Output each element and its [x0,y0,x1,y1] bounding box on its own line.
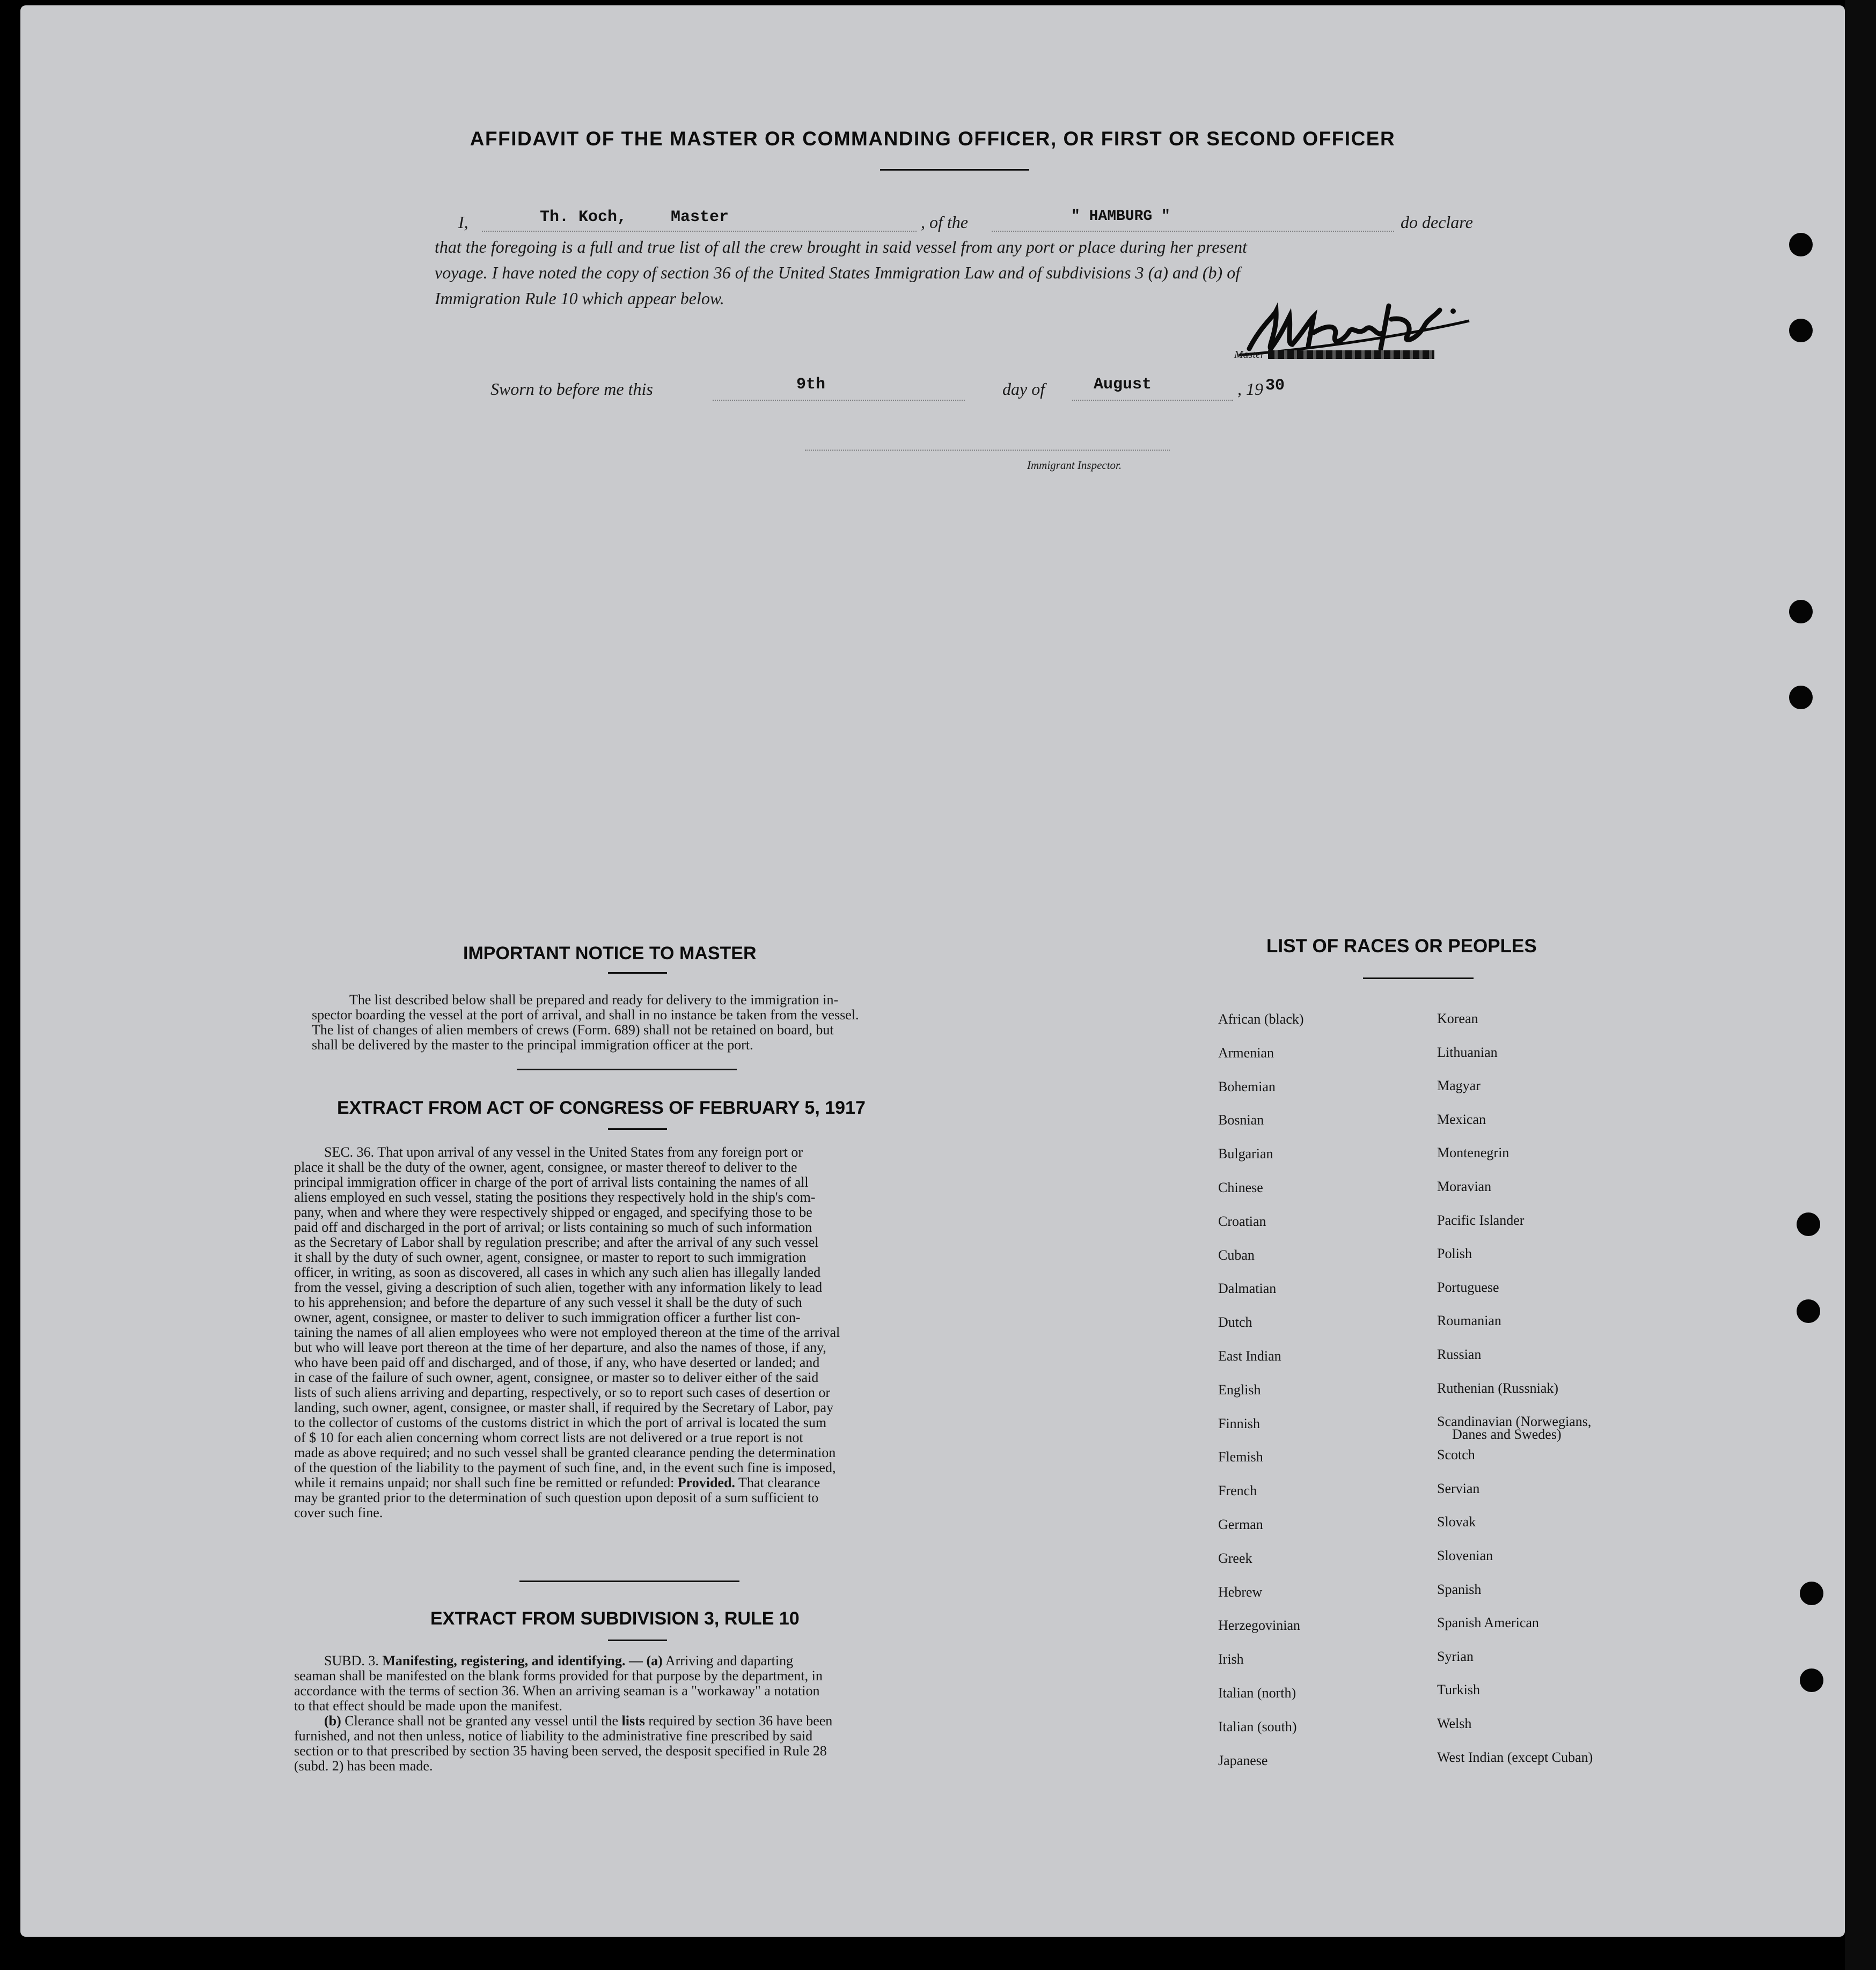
b-lists: lists [621,1713,645,1729]
do-declare-label: do declare [1401,212,1473,232]
vessel-name: " HAMBURG " [1071,208,1170,225]
act-line [294,1475,986,1490]
races-heading: LIST OF RACES OR PEOPLES [1266,936,1537,957]
divider [517,1069,737,1070]
notice-heading: IMPORTANT NOTICE TO MASTER [463,943,757,964]
act-line: lists of such aliens arriving and departing, respectively, or so to report such cases of desertion or [294,1385,831,1400]
act-line: place it shall be the duty of the owner, agent, consignee, or master thereof to deliver to the [294,1159,797,1175]
month-blank [1072,400,1233,401]
race-item: Italian (south) [1218,1718,1297,1734]
race-item: French [1218,1483,1257,1499]
notice-body [312,993,983,1053]
act-line: who have been paid off and discharged, and of those, if any, who have deserted or landed; and [294,1355,820,1370]
race-item: Spanish American [1437,1615,1539,1631]
act-body [294,1145,986,1520]
race-item: Bohemian [1218,1078,1276,1094]
b-text-1: Clerance shall not be granted any vessel until the [345,1713,619,1729]
rule-body [294,1653,986,1774]
punch-hole [1800,1668,1823,1692]
vessel-blank [992,231,1394,232]
heading-underline [880,169,1029,171]
race-item: Russian [1437,1347,1482,1362]
race-item: Hebrew [1218,1584,1263,1600]
race-item: Danes and Swedes) [1452,1427,1562,1443]
provided-word: Provided. [677,1475,735,1490]
race-item: East Indian [1218,1348,1281,1364]
act-line: to the collector of customs of the customs district in which the port of arrival is located the sum [294,1415,827,1430]
act-line: of $ 10 for each alien concerning whom correct lists are not delivered or a true report is not [294,1430,803,1445]
day-of-label: day of [1002,379,1045,399]
act-line: made as above required; and no such vessel shall be granted clearance pending the determination [294,1445,836,1460]
race-item: Syrian [1437,1648,1474,1664]
race-item: Ruthenian (Russniak) [1437,1380,1559,1396]
i-label: I, [458,212,468,232]
race-item: Greek [1218,1550,1252,1566]
master-rank: Master [671,208,729,226]
affidavit-line-2: that the foregoing is a full and true list of all the crew brought in said vessel from any port or place during her present [435,237,1247,256]
race-item: Korean [1437,1011,1478,1026]
punch-hole [1797,1299,1820,1323]
document-page [20,5,1845,1937]
race-item: Roumanian [1437,1313,1501,1329]
race-item: Finnish [1218,1415,1261,1431]
subd-title: Manifesting, registering, and identifying. [382,1653,626,1668]
race-item: Italian (north) [1218,1685,1296,1701]
of-the-label: , of the [921,212,968,232]
punch-hole [1800,1582,1823,1605]
divider [519,1581,739,1582]
race-item: Magyar [1437,1078,1481,1094]
race-item: Spanish [1437,1581,1482,1597]
notice-line: The list of changes of alien members of crews (Form. 689) shall not be retained on board, but [312,1022,834,1038]
rule-line: to that effect should be made upon the manifest. [294,1698,562,1714]
b-label: (b) [324,1713,341,1729]
act-line: landing, such owner, agent, consignee, or master shall, if required by the Secretary of Labor, pay [294,1400,834,1415]
race-item: Flemish [1218,1449,1263,1465]
rule-line: section or to that prescribed by section 35 having been served, the desposit specified in Rule 28 [294,1743,827,1759]
punch-hole [1789,600,1813,623]
race-item: African (black) [1218,1011,1304,1027]
rule-line [294,1653,986,1668]
race-item: Portuguese [1437,1279,1499,1295]
race-item: Dalmatian [1218,1281,1277,1297]
race-item: West Indian (except Cuban) [1437,1749,1593,1765]
race-item: Cuban [1218,1247,1255,1263]
act-line: in case of the failure of such owner, agent, consignee, or master so to deliver either of the said [294,1370,819,1385]
act-line: but who will leave port thereon at the time of her departure, and also the names of those, if any, [294,1340,826,1355]
notice-line: spector boarding the vessel at the port of arrival, and shall in no instance be taken from the vessel. [312,1007,859,1023]
rule-line: seaman shall be manifested on the blank forms provided for that purpose by the department, in [294,1668,823,1684]
notice-line: shall be delivered by the master to the principal immigration officer at the port. [312,1037,753,1053]
race-item: Croatian [1218,1213,1266,1229]
day-blank [713,400,965,401]
signature-master-label: Master [1234,349,1265,361]
race-item: Moravian [1437,1179,1492,1194]
b-text-2: required by section 36 have been [648,1713,833,1729]
act-line: to his apprehension; and before the departure of any such vessel it shall be the duty of such [294,1295,802,1310]
race-item: Scotch [1437,1447,1475,1463]
provided-tail: That clearance [738,1475,820,1490]
master-name: Th. Koch, [540,208,627,226]
race-item: Bosnian [1218,1112,1264,1128]
scan-margin [1845,0,1876,1970]
race-item: Welsh [1437,1716,1472,1731]
punch-hole [1789,233,1813,256]
inspector-blank [805,450,1170,451]
act-line: may be granted prior to the determination of such question upon deposit of a sum sufficient to [294,1490,819,1505]
subd-label: SUBD. 3. [324,1653,379,1668]
race-item: Polish [1437,1246,1472,1262]
sworn-label: Sworn to before me this [490,379,653,399]
punch-hole [1789,686,1813,709]
act-line: it shall by the duty of such owner, agent, consignee, or master to report to such immigration [294,1249,807,1265]
struck-out-text [1268,350,1434,359]
act-line: SEC. 36. That upon arrival of any vessel in the United States from any foreign port or [324,1144,803,1160]
race-item: Montenegrin [1437,1145,1509,1161]
act-line: aliens employed en such vessel, stating the positions they respectively hold in the ship's com- [294,1189,816,1205]
race-item: Servian [1437,1480,1480,1496]
sworn-day: 9th [796,376,826,394]
notice-underline [608,972,667,974]
sworn-month: August [1094,376,1152,394]
act-line: as the Secretary of Labor shall by regulation prescribe; and after the arrival of any such vessel [294,1234,819,1250]
race-item: Bulgarian [1218,1146,1273,1162]
rule-line [294,1714,986,1729]
notice-line: The list described below shall be prepared and ready for delivery to the immigration in- [349,992,839,1008]
race-item: Irish [1218,1651,1244,1667]
races-underline [1363,977,1474,979]
rule-heading: EXTRACT FROM SUBDIVISION 3, RULE 10 [430,1608,800,1629]
rule-line: accordance with the terms of section 36. When an arriving seaman is a "workaway" a notation [294,1683,820,1699]
race-item: Armenian [1218,1045,1274,1061]
race-item: Chinese [1218,1180,1263,1195]
act-heading: EXTRACT FROM ACT OF CONGRESS OF FEBRUARY 5, 1917 [337,1098,866,1118]
race-item: Japanese [1218,1752,1268,1768]
race-item: English [1218,1381,1261,1398]
act-line: cover such fine. [294,1505,383,1520]
rule-underline [608,1640,667,1641]
affidavit-line-3: voyage. I have noted the copy of section 36 of the United States Immigration Law and of subdivisions 3 (a) and (b) of [435,263,1241,282]
race-item: Mexican [1437,1111,1486,1127]
rule-line: (subd. 2) has been made. [294,1758,433,1774]
race-item: Slovak [1437,1514,1476,1530]
inspector-label: Immigrant Inspector. [1027,459,1122,472]
race-item: Scandinavian (Norwegians, [1437,1414,1592,1430]
year-prefix: , 19 [1237,379,1263,399]
punch-hole [1789,319,1813,342]
subd-a-label: — (a) [628,1653,663,1668]
act-line: officer, in writing, as soon as discovered, all cases in which any such alien has illegally landed [294,1265,821,1280]
act-line: paid off and discharged in the port of arrival; or lists containing so much of such information [294,1219,812,1235]
act-line: taining the names of all alien employees who were not employed thereon at the time of the arrival [294,1325,840,1340]
race-item: Turkish [1437,1682,1480,1698]
act-line: pany, when and where they were respectively shipped or engaged, and specifying those to be [294,1204,812,1220]
race-item: Lithuanian [1437,1044,1498,1060]
race-item: Herzegovinian [1218,1618,1301,1634]
rule-line: furnished, and not then unless, notice of liability to the administrative fine prescribed by said [294,1728,813,1744]
act-underline [608,1128,667,1130]
affidavit-line-4: Immigration Rule 10 which appear below. [435,289,724,308]
race-item: German [1218,1517,1263,1532]
act-line: owner, agent, consignee, or master to deliver to such immigration officer a further list con- [294,1310,801,1325]
act-line-text: while it remains unpaid; nor shall such fine be remitted or refunded: [294,1475,675,1490]
sworn-year: 30 [1265,377,1285,395]
race-item: Pacific Islander [1437,1212,1525,1228]
punch-hole [1797,1212,1820,1236]
affidavit-heading: AFFIDAVIT OF THE MASTER OR COMMANDING OFFICER, OR FIRST OR SECOND OFFICER [470,128,1396,150]
act-line: principal immigration officer in charge of the port of arrival lists containing the names of all [294,1174,809,1190]
name-blank [482,231,917,232]
act-line: from the vessel, giving a description of such alien, together with any information likely to lead [294,1280,823,1295]
subd-a-text: Arriving and daparting [665,1653,794,1668]
act-line: of the question of the liability to the payment of such fine, and, in the event such fine is imposed, [294,1460,836,1475]
race-item: Dutch [1218,1314,1252,1331]
race-item: Slovenian [1437,1548,1493,1563]
